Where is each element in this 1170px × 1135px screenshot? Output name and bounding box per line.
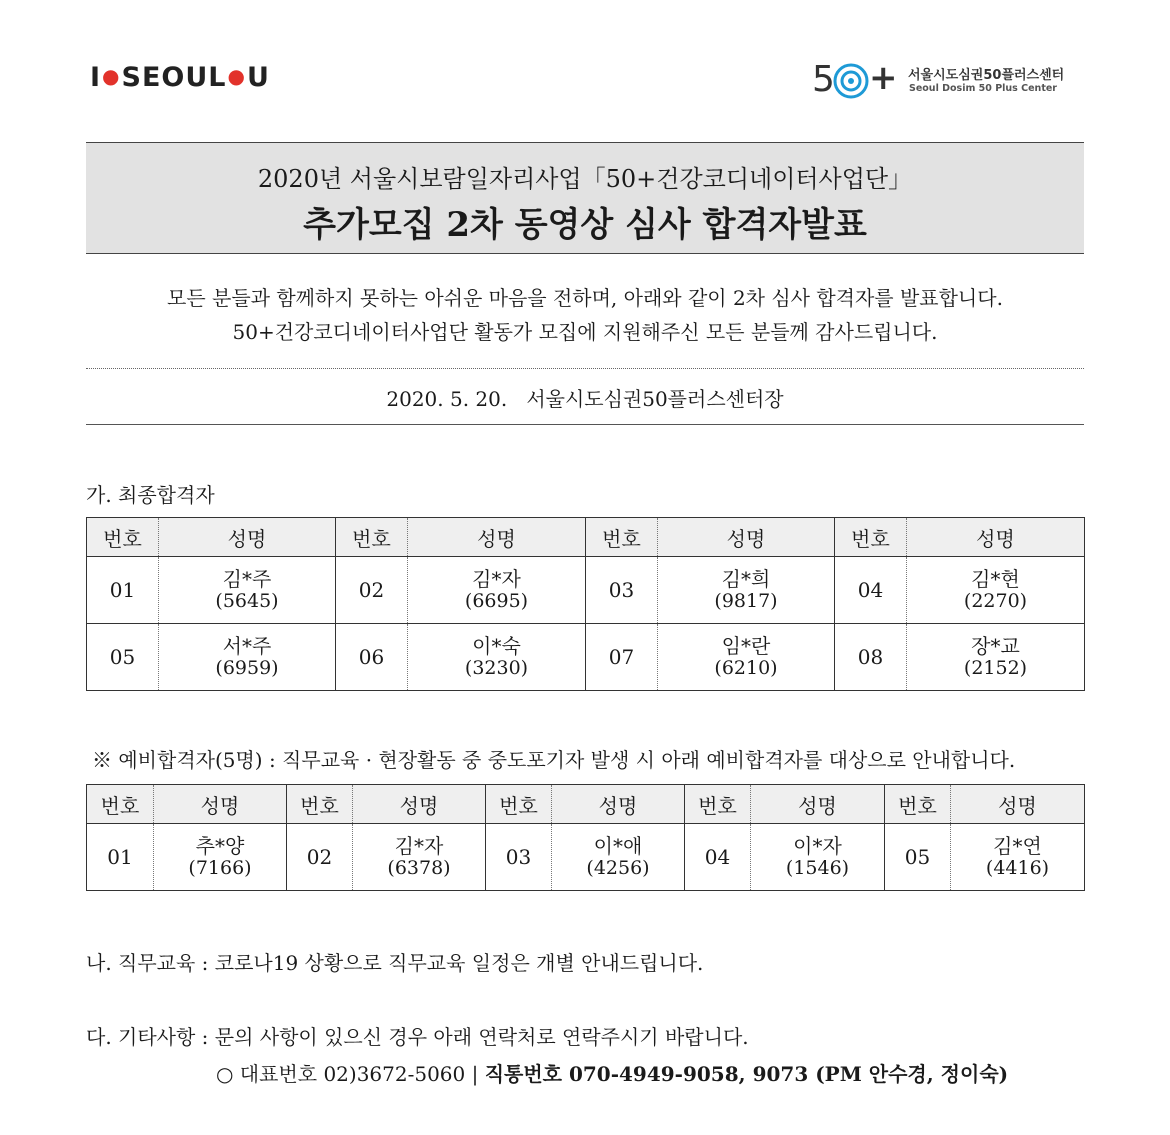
cell-name <box>408 557 586 624</box>
cell-num: 03 <box>586 557 658 624</box>
contact-line <box>216 1058 1008 1087</box>
cell-name <box>408 624 586 691</box>
col-num: 번호 <box>586 518 658 557</box>
col-num: 번호 <box>287 785 353 824</box>
col-num: 번호 <box>87 785 154 824</box>
table-header-row <box>87 518 1085 557</box>
cell-num: 01 <box>87 824 154 891</box>
target-circle-icon <box>832 62 870 100</box>
final-table <box>86 517 1085 691</box>
divider <box>86 368 1084 369</box>
col-name: 성명 <box>154 785 287 824</box>
person-name: 이*자 <box>793 834 842 858</box>
center-name-en: Seoul Dosim 50 Plus Center <box>909 83 1057 94</box>
cell-name <box>353 824 486 891</box>
cell-num: 08 <box>835 624 907 691</box>
person-name: 김*자 <box>472 567 521 591</box>
logo-dot: ● <box>102 64 121 88</box>
issuer: 서울시도심권50플러스센터장 <box>526 387 784 411</box>
person-code: (3230) <box>464 657 529 679</box>
reserve-note: ※ 예비합격자(5명) : 직무교육 · 현장활동 중 중도포기자 발생 시 아래 예비합격자를 대상으로 안내합니다. <box>92 748 1016 772</box>
person-name: 김*주 <box>222 567 272 591</box>
divider <box>86 424 1084 425</box>
col-name: 성명 <box>408 518 586 557</box>
training-note: 나. 직무교육 : 코로나19 상황으로 직무교육 일정은 개별 안내드립니다. <box>86 951 704 975</box>
person-name: 김*연 <box>993 834 1042 858</box>
table-row <box>87 824 1085 891</box>
cell-num: 07 <box>586 624 658 691</box>
table-header-row <box>87 785 1085 824</box>
person-code: (7166) <box>188 857 252 879</box>
cell-name <box>552 824 685 891</box>
person-name: 추*양 <box>195 834 245 858</box>
contact-main: ○ 대표번호 02)3672-5060 | <box>216 1062 479 1086</box>
col-num: 번호 <box>885 785 951 824</box>
person-code: (6210) <box>714 657 778 679</box>
cell-name <box>154 824 287 891</box>
person-name: 김*자 <box>394 834 444 858</box>
col-name: 성명 <box>658 518 835 557</box>
cell-name <box>907 557 1085 624</box>
person-code: (5645) <box>215 590 279 612</box>
cell-num: 03 <box>486 824 552 891</box>
person-code: (4256) <box>586 857 650 879</box>
cell-num: 04 <box>835 557 907 624</box>
person-code: (6695) <box>464 590 529 612</box>
logo-part-seoul: SEOUL <box>121 62 227 93</box>
person-code: (2270) <box>963 590 1028 612</box>
intro-line2: 50+건강코디네이터사업단 활동가 모집에 지원해주신 모든 분들께 감사드립니다. <box>232 320 938 344</box>
reserve-table <box>86 784 1085 891</box>
col-name: 성명 <box>552 785 685 824</box>
col-num: 번호 <box>685 785 751 824</box>
title-band <box>86 142 1084 254</box>
center-logo <box>812 56 1092 104</box>
col-name: 성명 <box>751 785 885 824</box>
person-name: 장*교 <box>971 634 1020 658</box>
person-name: 서*주 <box>222 634 272 658</box>
final-heading: 가. 최종합격자 <box>86 483 215 507</box>
signature-line <box>86 383 1084 412</box>
title-line1: 2020년 서울시보람일자리사업「50+건강코디네이터사업단」 <box>257 165 913 193</box>
cell-num: 02 <box>336 557 408 624</box>
table-row <box>87 557 1085 624</box>
i-seoul-u-logo <box>90 62 270 93</box>
person-code: (4416) <box>985 857 1050 879</box>
cell-name <box>658 557 835 624</box>
logo-plus: + <box>869 58 898 98</box>
announce-date: 2020. 5. 20. <box>386 387 508 411</box>
logo-part-u: U <box>246 62 270 93</box>
cell-name <box>159 557 336 624</box>
cell-num: 06 <box>336 624 408 691</box>
col-name: 성명 <box>951 785 1085 824</box>
cell-name <box>159 624 336 691</box>
cell-num: 04 <box>685 824 751 891</box>
person-name: 임*란 <box>721 634 771 658</box>
col-num: 번호 <box>87 518 159 557</box>
cell-num: 02 <box>287 824 353 891</box>
person-code: (1546) <box>785 857 850 879</box>
col-num: 번호 <box>336 518 408 557</box>
logo-dot: ● <box>227 64 246 88</box>
center-name-ko: 서울시도심권50플러스센터 <box>908 68 1065 83</box>
col-name: 성명 <box>159 518 336 557</box>
intro-line1: 모든 분들과 함께하지 못하는 아쉬운 마음을 전하며, 아래와 같이 2차 심사 합격자를 발표합니다. <box>167 286 1003 310</box>
col-name: 성명 <box>907 518 1085 557</box>
person-name: 김*현 <box>971 567 1020 591</box>
cell-name <box>751 824 885 891</box>
person-name: 이*숙 <box>472 634 521 658</box>
col-num: 번호 <box>835 518 907 557</box>
col-num: 번호 <box>486 785 552 824</box>
cell-name <box>658 624 835 691</box>
person-name: 김*희 <box>721 567 771 591</box>
logo-part-i: I <box>90 62 102 93</box>
logo-five: 5 <box>812 59 835 100</box>
person-code: (6378) <box>387 857 451 879</box>
cell-num: 05 <box>885 824 951 891</box>
person-code: (2152) <box>963 657 1028 679</box>
person-code: (9817) <box>714 590 778 612</box>
cell-name <box>907 624 1085 691</box>
col-name: 성명 <box>353 785 486 824</box>
other-note: 다. 기타사항 : 문의 사항이 있으신 경우 아래 연락처로 연락주시기 바랍니다. <box>86 1025 749 1049</box>
contact-direct: 직통번호 070-4949-9058, 9073 (PM 안수경, 정이숙) <box>484 1062 1009 1086</box>
cell-name <box>951 824 1085 891</box>
cell-num: 01 <box>87 557 159 624</box>
person-name: 이*애 <box>593 834 643 858</box>
title-line2: 추가모집 2차 동영상 심사 합격자발표 <box>303 205 867 245</box>
person-code: (6959) <box>215 657 279 679</box>
cell-num: 05 <box>87 624 159 691</box>
table-row <box>87 624 1085 691</box>
